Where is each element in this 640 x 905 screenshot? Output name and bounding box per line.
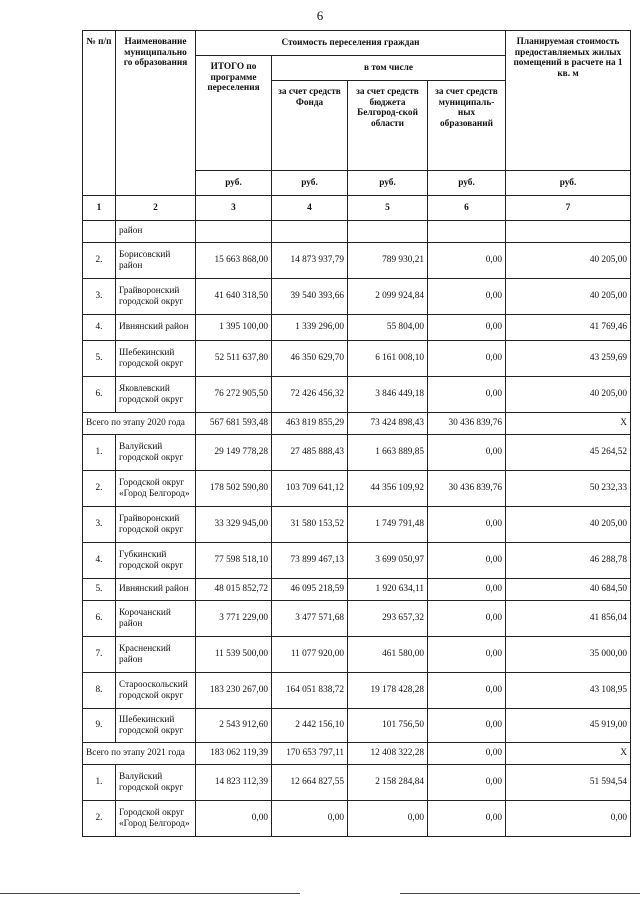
municipality-name: Шебекинский городской округ [116,709,196,743]
row-number: 3. [83,279,116,315]
table-row [83,673,631,709]
resettlement-cost-table [82,30,631,837]
cell-total: 3 771 229,00 [196,601,272,637]
municipality-name: Шебекинский городской округ [116,341,196,377]
municipality-name: Губкинский городской округ [116,543,196,579]
cell-regional: 55 804,00 [348,315,428,341]
cell-municipal: 0,00 [428,579,506,601]
column-numbers-row [83,196,631,221]
row-number: 6. [83,601,116,637]
cell-total: 15 663 868,00 [196,243,272,279]
cell-fund: 103 709 641,12 [272,471,348,507]
cell-regional: 2 158 284,84 [348,765,428,801]
header-cost-group: Стоимость переселения граждан [196,31,506,56]
cell-municipal: 0,00 [428,435,506,471]
page-number: 6 [316,8,324,23]
row-number: 3. [83,507,116,543]
cell-municipal: 0,00 [428,673,506,709]
cell-fund [272,221,348,243]
cell-municipal: 0,00 [428,377,506,413]
column-number: 5 [348,196,428,221]
cell-total: 1 395 100,00 [196,315,272,341]
cell-fund: 46 350 629,70 [272,341,348,377]
cell-regional: 3 846 449,18 [348,377,428,413]
cell-planned-cost: 43 108,95 [506,673,631,709]
stage-total-row [83,413,631,435]
row-number: 4. [83,543,116,579]
row-number: 2. [83,471,116,507]
table-row [83,221,631,243]
cell-total: 41 640 318,50 [196,279,272,315]
municipality-name: Старооскольский городской округ [116,673,196,709]
row-number: 5. [83,341,116,377]
row-number: 1. [83,435,116,471]
table-row [83,435,631,471]
cell-planned-cost: 40 205,00 [506,243,631,279]
cell-total: 183 230 267,00 [196,673,272,709]
cell-planned-cost: 45 919,00 [506,709,631,743]
cell-fund: 14 873 937,79 [272,243,348,279]
cell-planned-cost: 43 259,69 [506,341,631,377]
cell-fund: 12 664 827,55 [272,765,348,801]
cell-total [196,221,272,243]
unit-total: руб. [196,171,272,196]
row-number: 4. [83,315,116,341]
column-number: 6 [428,196,506,221]
cell-municipal: 0,00 [428,315,506,341]
row-number: 5. [83,579,116,601]
column-number: 3 [196,196,272,221]
cell-fund: 72 426 456,32 [272,377,348,413]
cell-total: 52 511 637,80 [196,341,272,377]
header-num: № п/п [83,31,116,196]
cell-total: 77 598 518,10 [196,543,272,579]
column-number: 2 [116,196,196,221]
row-number: 8. [83,673,116,709]
municipality-name: Городской округ «Город Белгород» [116,471,196,507]
cell-planned-cost: 0,00 [506,801,631,837]
cell-fund: 164 051 838,72 [272,673,348,709]
cell-fund: 463 819 855,29 [272,413,348,435]
cell-regional [348,221,428,243]
cell-regional: 1 749 791,48 [348,507,428,543]
header-including: в том числе [272,56,506,81]
cell-fund: 2 442 156,10 [272,709,348,743]
row-number: 6. [83,377,116,413]
municipality-name: Корочанский район [116,601,196,637]
column-number: 7 [506,196,631,221]
cell-municipal: 0,00 [428,637,506,673]
table-row [83,341,631,377]
cell-municipal: 0,00 [428,765,506,801]
cell-regional: 101 756,50 [348,709,428,743]
unit-municipal: руб. [428,171,506,196]
stage-total-label: Всего по этапу 2020 года [83,413,196,435]
municipality-name: район [116,221,196,243]
page-bottom-rule [0,893,640,895]
unit-planned: руб. [506,171,631,196]
municipality-name: Грайворонский городской округ [116,507,196,543]
cell-planned-cost: 40 684,50 [506,579,631,601]
cell-total: 76 272 905,50 [196,377,272,413]
cell-regional: 12 408 322,28 [348,743,428,765]
unit-fund: руб. [272,171,348,196]
cell-fund: 27 485 888,43 [272,435,348,471]
stage-total-label: Всего по этапу 2021 года [83,743,196,765]
cell-municipal: 0,00 [428,743,506,765]
cell-municipal: 0,00 [428,243,506,279]
cell-regional: 461 580,00 [348,637,428,673]
municipality-name: Борисовский район [116,243,196,279]
cell-planned-cost: 40 205,00 [506,507,631,543]
municipality-name: Яковлевский городской округ [116,377,196,413]
cell-regional: 6 161 008,10 [348,341,428,377]
municipality-name: Валуйский городской округ [116,435,196,471]
cell-total: 178 502 590,80 [196,471,272,507]
municipality-name: Ивнянский район [116,315,196,341]
table-row [83,377,631,413]
municipality-name: Валуйский городской округ [116,765,196,801]
row-number [83,221,116,243]
header-regional: за счет средств бюджета Белгород-ской области [348,81,428,171]
cell-municipal: 30 436 839,76 [428,413,506,435]
cell-planned-cost: 41 769,46 [506,315,631,341]
cell-planned-cost: 51 594,54 [506,765,631,801]
table-row [83,507,631,543]
cell-fund: 3 477 571,68 [272,601,348,637]
cell-fund: 46 095 218,59 [272,579,348,601]
cell-total: 33 329 945,00 [196,507,272,543]
cell-regional: 1 663 889,85 [348,435,428,471]
cell-regional: 44 356 109,92 [348,471,428,507]
cell-fund: 11 077 920,00 [272,637,348,673]
cell-planned-cost: 40 205,00 [506,279,631,315]
row-number: 7. [83,637,116,673]
cell-municipal: 30 436 839,76 [428,471,506,507]
table-body [83,221,631,837]
table-row [83,801,631,837]
cell-total: 0,00 [196,801,272,837]
cell-total: 2 543 912,60 [196,709,272,743]
row-number: 9. [83,709,116,743]
cell-planned-cost: Х [506,413,631,435]
cell-regional: 789 930,21 [348,243,428,279]
cell-municipal: 0,00 [428,801,506,837]
table-row [83,601,631,637]
cell-total: 48 015 852,72 [196,579,272,601]
table-row [83,471,631,507]
cell-municipal [428,221,506,243]
cell-planned-cost: 50 232,33 [506,471,631,507]
cell-regional: 2 099 924,84 [348,279,428,315]
table-row [83,765,631,801]
cell-planned-cost [506,221,631,243]
cell-fund: 0,00 [272,801,348,837]
table-row [83,315,631,341]
stage-total-row [83,743,631,765]
cell-planned-cost: 46 288,78 [506,543,631,579]
cell-total: 183 062 119,39 [196,743,272,765]
cell-regional: 1 920 634,11 [348,579,428,601]
column-number: 1 [83,196,116,221]
table-row [83,637,631,673]
cell-total: 567 681 593,48 [196,413,272,435]
row-number: 2. [83,801,116,837]
cell-planned-cost: 35 000,00 [506,637,631,673]
row-number: 1. [83,765,116,801]
cell-municipal: 0,00 [428,543,506,579]
cell-fund: 1 339 296,00 [272,315,348,341]
cell-fund: 39 540 393,66 [272,279,348,315]
table-row [83,709,631,743]
cell-municipal: 0,00 [428,341,506,377]
municipality-name: Грайворонский городской округ [116,279,196,315]
header-total: ИТОГО по программе переселения [196,56,272,171]
table-row [83,579,631,601]
cell-planned-cost: 41 856,04 [506,601,631,637]
municipality-name: Красненский район [116,637,196,673]
cell-fund: 73 899 467,13 [272,543,348,579]
municipality-name: Ивнянский район [116,579,196,601]
header-planned: Планируемая стоимость предоставляемых жилых помещений в расчете на 1 кв. м [506,31,631,171]
cell-municipal: 0,00 [428,601,506,637]
unit-regional: руб. [348,171,428,196]
table-row [83,279,631,315]
row-number: 2. [83,243,116,279]
cell-planned-cost: 45 264,52 [506,435,631,471]
cell-fund: 31 580 153,52 [272,507,348,543]
cell-regional: 293 657,32 [348,601,428,637]
cell-planned-cost: Х [506,743,631,765]
table-row [83,543,631,579]
column-number: 4 [272,196,348,221]
municipality-name: Городской округ «Город Белгород» [116,801,196,837]
cell-municipal: 0,00 [428,709,506,743]
cell-regional: 73 424 898,43 [348,413,428,435]
cell-regional: 3 699 050,97 [348,543,428,579]
header-name: Наименование муниципально го образования [116,31,196,196]
cell-regional: 19 178 428,28 [348,673,428,709]
cell-planned-cost: 40 205,00 [506,377,631,413]
table-row [83,243,631,279]
cell-total: 14 823 112,39 [196,765,272,801]
cell-municipal: 0,00 [428,279,506,315]
cell-total: 11 539 500,00 [196,637,272,673]
header-fund: за счет средств Фонда [272,81,348,171]
cell-municipal: 0,00 [428,507,506,543]
cell-regional: 0,00 [348,801,428,837]
cell-fund: 170 653 797,11 [272,743,348,765]
header-municipal: за счет средств муниципаль-ных образований [428,81,506,171]
cell-total: 29 149 778,28 [196,435,272,471]
